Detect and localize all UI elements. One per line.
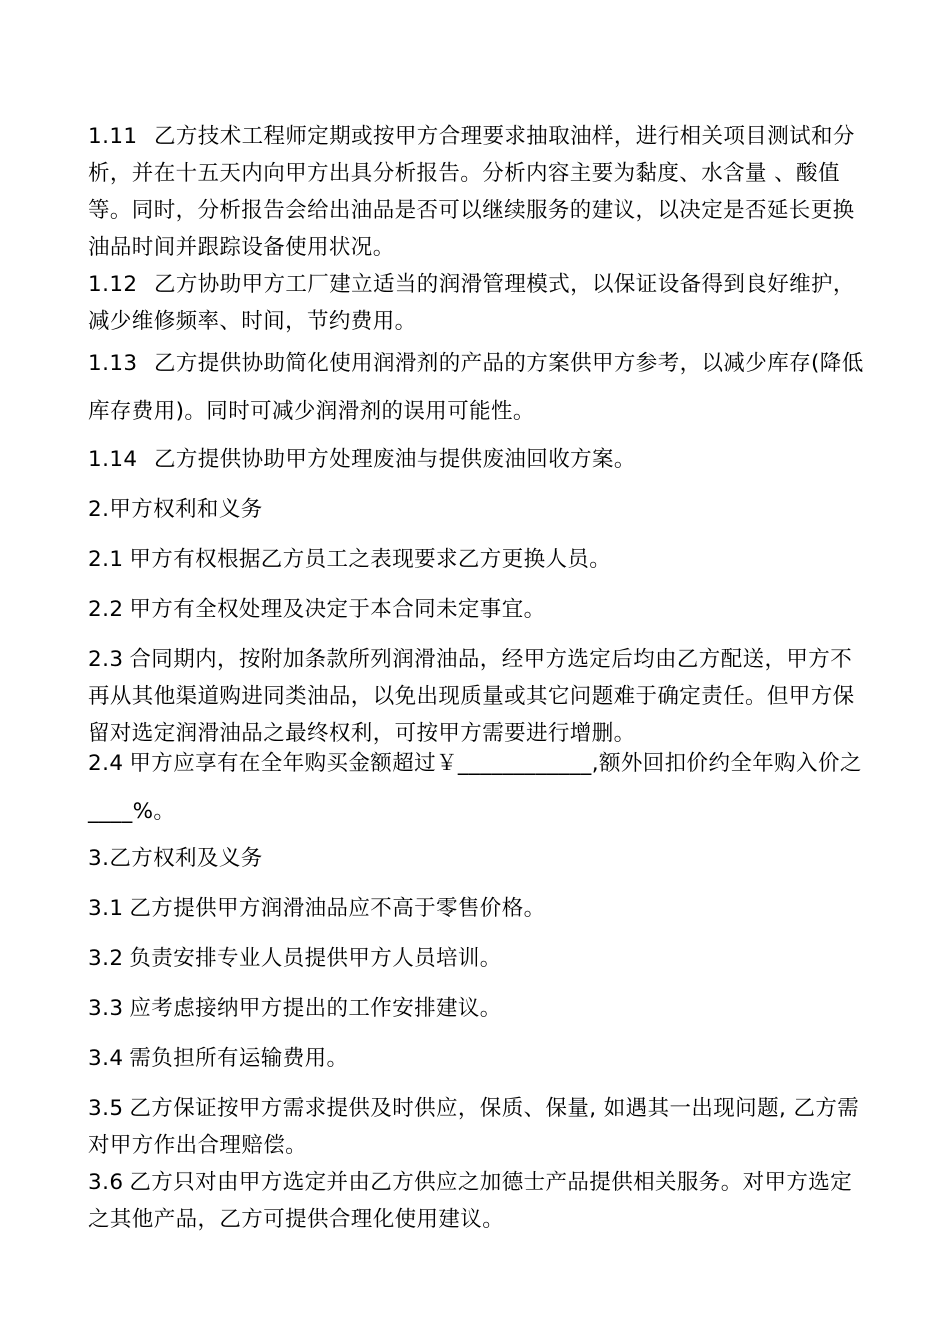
clause-3-5 (88, 1090, 868, 1164)
clause-2-1 (88, 541, 868, 578)
section-2-heading (88, 491, 868, 528)
clause-number: 3.3 (88, 996, 124, 1021)
clause-1-13 (88, 340, 868, 436)
section-3-heading (88, 840, 868, 877)
clause-number: 1.13 (88, 351, 138, 376)
clause-text: 乙方提供协助简化使用润滑剂的产品的方案供甲方参考，以减少库存(降低库存费用)。同时可减少润滑剂的误用可能性。 (88, 351, 864, 424)
clause-number: 1.12 (88, 272, 138, 297)
clause-1-12 (88, 266, 868, 340)
clause-2-3 (88, 641, 868, 752)
clause-3-1 (88, 890, 868, 927)
clause-text: 乙方提供甲方润滑油品应不高于零售价格。 (129, 896, 546, 921)
clause-text: 乙方保证按甲方需求提供及时供应，保质、保量, 如遇其一出现问题, 乙方需对甲方作出合理赔偿。 (88, 1096, 860, 1158)
clause-text: 甲方应享有在全年购买金额超过￥____________,额外回扣价约全年购入价之____%。 (88, 751, 862, 824)
section-title: 乙方权利及义务 (109, 846, 263, 871)
clause-number: 3.4 (88, 1046, 124, 1071)
clause-text: 应考虑接纳甲方提出的工作安排建议。 (129, 996, 502, 1021)
clause-number: 2.1 (88, 547, 124, 572)
clause-number: 3.2 (88, 946, 124, 971)
section-title: 甲方权利和义务 (109, 497, 263, 522)
section-number: 3. (88, 846, 110, 871)
clause-3-3 (88, 990, 868, 1027)
clause-text: 需负担所有运输费用。 (129, 1046, 349, 1071)
section-number: 2. (88, 497, 110, 522)
clause-text: 甲方有全权处理及决定于本合同未定事宜。 (129, 597, 546, 622)
clause-1-14 (88, 441, 868, 478)
clause-number: 1.11 (88, 124, 138, 149)
clause-1-11 (88, 118, 868, 266)
clause-number: 3.6 (88, 1170, 124, 1195)
clause-number: 3.5 (88, 1096, 124, 1121)
clause-3-2 (88, 940, 868, 977)
clause-text: 甲方有权根据乙方员工之表现要求乙方更换人员。 (129, 547, 612, 572)
clause-text: 乙方提供协助甲方处理废油与提供废油回收方案。 (154, 447, 636, 472)
clause-text: 合同期内，按附加条款所列润滑油品，经甲方选定后均由乙方配送，甲方不再从其他渠道购进同类油品，以免出现质量或其它问题难于确定责任。但甲方保留对选定润滑油品之最终权利，可按甲方需要进行增删。 (88, 647, 855, 746)
clause-text: 乙方协助甲方工厂建立适当的润滑管理模式，以保证设备得到良好维护，减少维修频率、时间，节约费用。 (88, 272, 855, 334)
clause-text: 乙方只对由甲方选定并由乙方供应之加德士产品提供相关服务。对甲方选定之其他产品，乙方可提供合理化使用建议。 (88, 1170, 853, 1232)
clause-2-4 (88, 740, 868, 836)
clause-text: 乙方技术工程师定期或按甲方合理要求抽取油样，进行相关项目测试和分析，并在十五天内向甲方出具分析报告。分析内容主要为黏度、水含量 、酸值等。同时，分析报告会给出油品是否可以继续服务的建议，以决定是否延长更换油品时间并跟踪设备使用状况。 (88, 124, 855, 260)
clause-number: 1.14 (88, 447, 138, 472)
clause-3-4 (88, 1040, 868, 1077)
clause-number: 2.4 (88, 751, 124, 776)
clause-number: 3.1 (88, 896, 124, 921)
clause-text: 负责安排专业人员提供甲方人员培训。 (129, 946, 502, 971)
clause-2-2 (88, 591, 868, 628)
clause-number: 2.3 (88, 647, 124, 672)
clause-number: 2.2 (88, 597, 124, 622)
clause-3-6 (88, 1164, 868, 1238)
